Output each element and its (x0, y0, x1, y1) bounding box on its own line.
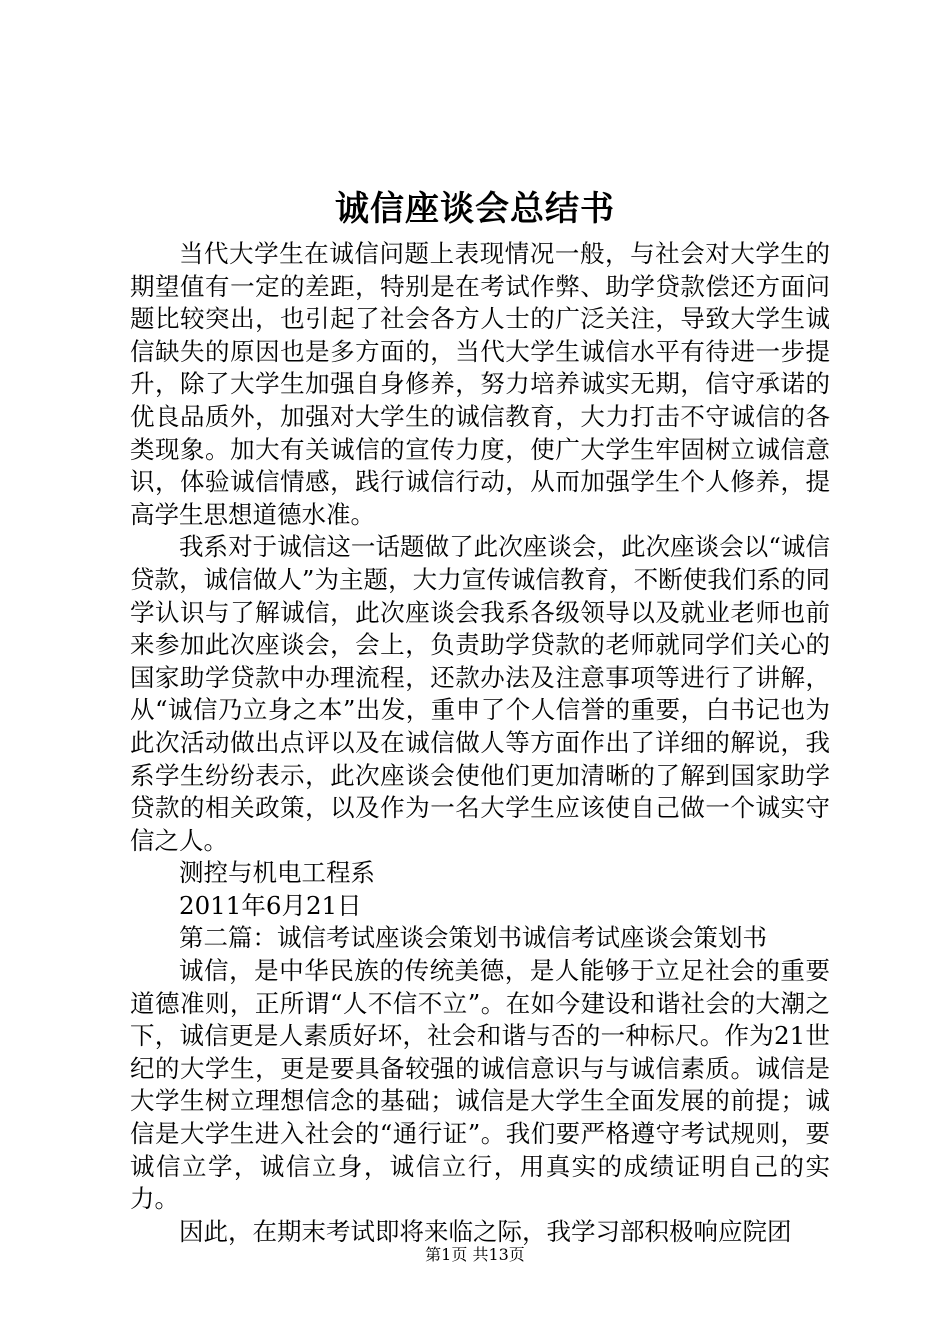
document-title: 诚信座谈会总结书 (335, 189, 615, 229)
date-line: 2011年6月21日 (179, 890, 362, 920)
department-line: 测控与机电工程系 (179, 858, 375, 888)
section-paragraph-1: 诚信，是中华民族的传统美德，是人能够于立足社会的重要道德准则，正所谓“人不信不立”。在如今建设和谐社会的大潮之下，诚信更是人素质好坏，社会和谐与否的一种标尺。作为21世纪的大学生，更是要具备较强的诚信意识与与诚信素质。诚信是大学生树立理想信念的基础；诚信是大学生全面发展的前提；诚信是大学生进入社会的“通行证”。我们要严格遵守考试规则，要诚信立学，诚信立身，诚信立行，用真实的成绩证明自己的实力。 (130, 956, 830, 1214)
paragraph-2: 我系对于诚信这一话题做了此次座谈会，此次座谈会以“诚信贷款，诚信做人”为主题，大力宣传诚信教育，不断使我们系的同学认识与了解诚信，此次座谈会我系各级领导以及就业老师也前来参加此次座谈会，会上，负责助学贷款的老师就同学们关心的国家助学贷款中办理流程，还款办法及注意事项等进行了讲解，从“诚信乃立身之本”出发，重申了个人信誉的重要，白书记也为此次活动做出点评以及在诚信做人等方面作出了详细的解说，我系学生纷纷表示，此次座谈会使他们更加清晰的了解到国家助学贷款的相关政策，以及作为一名大学生应该使自己做一个诚实守信之人。 (130, 532, 830, 855)
section-heading: 第二篇：诚信考试座谈会策划书诚信考试座谈会策划书 (179, 923, 767, 953)
section-paragraph-2: 因此，在期末考试即将来临之际，我学习部积极响应院团 (179, 1216, 792, 1246)
page-footer: 第1页 共13页 (425, 1245, 525, 1264)
paragraph-1: 当代大学生在诚信问题上表现情况一般，与社会对大学生的期望值有一定的差距，特别是在考试作弊、助学贷款偿还方面问题比较突出，也引起了社会各方人士的广泛关注，导致大学生诚信缺失的原因也是多方面的，当代大学生诚信水平有待进一步提升，除了大学生加强自身修养，努力培养诚实无期，信守承诺的优良品质外，加强对大学生的诚信教育，大力打击不守诚信的各类现象。加大有关诚信的宣传力度，使广大学生牢固树立诚信意识，体验诚信情感，践行诚信行动，从而加强学生个人修养，提高学生思想道德水准。 (130, 239, 830, 529)
document-body (130, 238, 830, 1248)
